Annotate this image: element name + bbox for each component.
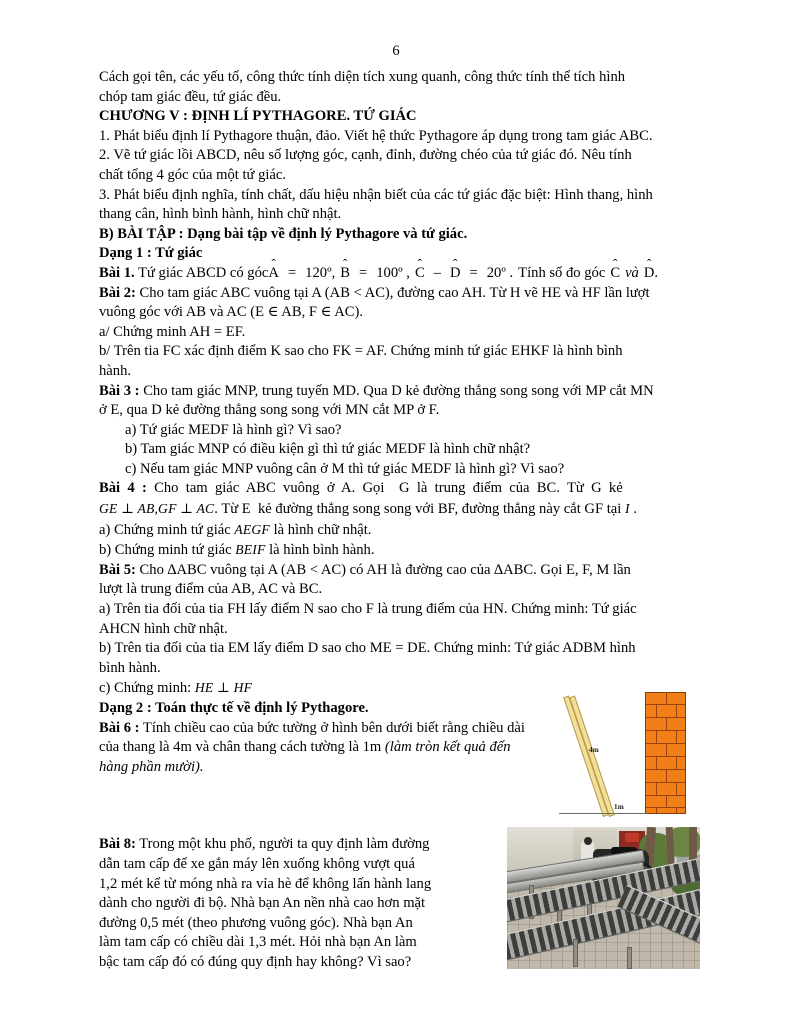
bai-6-italic-2: (làm tròn kết quả đến	[384, 739, 511, 756]
bai-8-line-4: dành cho người đi bộ. Nhà bạn An nền nhà cao hơn mặt	[99, 895, 426, 912]
bai-2-part-b-line-2: hành.	[99, 362, 132, 379]
angle-a: A	[268, 264, 279, 281]
requirement-item-3-line-2: thang cân, hình bình hành, hình chữ nhật.	[99, 206, 342, 223]
bai-8-text: Trong một khu phố, người ta quy định làm đường	[135, 836, 430, 853]
dang-1-heading: Dạng 1 : Tứ giác	[99, 245, 203, 262]
ladder-rail-right	[569, 696, 615, 817]
photo-person-head	[584, 837, 592, 845]
ladder-rail-left	[563, 696, 609, 817]
bai-5-part-a-line-2: AHCN hình chữ nhật.	[99, 620, 228, 637]
bai-8-line-3: 1,2 mét kể từ móng nhà ra vỉa hè để không lấn hành lang	[99, 875, 432, 892]
bai-1-eq-3: =	[469, 264, 478, 281]
photo-ramp-leg-4	[573, 939, 578, 967]
photo-red-sign-detail	[625, 833, 639, 842]
bai-4-math-2: I	[624, 501, 630, 517]
bai-8-line-6: làm tam cấp có chiều dài 1,3 mét. Hỏi nhà bạn An làm	[99, 934, 417, 951]
bai-1-label: Bài 1.	[99, 264, 135, 281]
requirement-item-2-line-2: chất tổng 4 góc của một tứ giác.	[99, 166, 287, 183]
requirement-item-1: 1. Phát biểu định lí Pythagore thuận, đảo. Viết hệ thức Pythagore áp dụng trong tam giác ABC.	[99, 127, 653, 144]
bai-1-val-1: 120º,	[305, 264, 336, 281]
angle-c-2: C	[610, 264, 621, 281]
dang-2-heading: Dạng 2 : Toán thực tế về định lý Pythagore.	[99, 700, 369, 716]
chapter-heading: CHƯƠNG V : ĐỊNH LÍ PYTHAGORE. TỨ GIÁC	[99, 108, 417, 125]
bai-2-part-b-line-1: b/ Trên tia FC xác định điểm K sao cho FK = AF. Chứng minh tứ giác EHKF là hình bình	[99, 343, 623, 360]
bai-1-minus: –	[433, 264, 441, 281]
bai-5-part-b-line-2: bình hành.	[99, 659, 161, 676]
requirement-item-3-line-1: 3. Phát biểu định nghĩa, tính chất, dấu hiệu nhận biết của các tứ giác đặc biệt: Hình thang, hình	[99, 186, 653, 203]
page-number: 6	[392, 43, 400, 59]
bai-5-text: Cho ∆ABC vuông tại A (AB < AC) có AH là đường cao của ∆ABC. Gọi E, F, M lần	[135, 561, 631, 578]
bai-1	[99, 264, 693, 284]
angle-d: D	[449, 264, 461, 281]
ladder-length-label: 4m	[589, 746, 599, 754]
bai-4-text: Cho tam giác ABC vuông ở A. Gọi G là trung điểm của BC. Từ G kẻ	[146, 480, 623, 497]
bai-6-line-3: hàng phần mười).	[99, 758, 204, 775]
bai-2-line-2: vuông góc với AB và AC (E ∈ AB, F ∈ AC).	[99, 304, 364, 321]
bai-2-part-a: a/ Chứng minh AH = EF.	[99, 323, 246, 340]
bai-1-va: và	[625, 264, 639, 281]
photo-ramp-leg-5	[627, 947, 632, 969]
bai-5-label: Bài 5:	[99, 561, 136, 578]
bai-1-text-2: Tính số đo góc	[518, 264, 606, 281]
bai-6-text: Tính chiều cao của bức tường ở hình bên dưới biết rằng chiều dài	[139, 719, 525, 736]
bai-6-label: Bài 6 :	[99, 719, 140, 736]
bai-3-label: Bài 3 :	[99, 382, 140, 399]
angle-b: B	[340, 264, 350, 281]
bai-8-line-1	[99, 835, 493, 855]
bai-4-part-b	[99, 540, 693, 561]
angle-d-2: D	[643, 264, 655, 281]
ground-line	[559, 813, 647, 814]
bai-4-text-2a: . Từ E kẻ đường thẳng song song với BF, đường thẳng này cắt GF tại	[214, 501, 625, 518]
bai-8-line-5: đường 0,5 mét (theo phương vuông góc). Nhà bạn An	[99, 914, 413, 931]
bai-4-line-1	[99, 479, 693, 499]
bai-6-text-2: của thang là 4m và chân thang cách tường là 1m	[99, 739, 385, 756]
bai-4-b-pre: b) Chứng minh tứ giác	[99, 542, 236, 559]
bai-5-part-a-line-1: a) Trên tia đối của tia FH lấy điểm N sao cho F là trung điểm của HN. Chứng minh: Tứ giác	[99, 601, 637, 618]
bai-1-eq-1: =	[287, 264, 297, 281]
bai-6-line-2	[99, 738, 531, 758]
bai-3-part-c: c) Nếu tam giác MNP vuông cân ở M thì tứ giác MEDF là hình gì? Vì sao?	[125, 460, 565, 477]
bai-5-line-2: lượt là trung điểm của AB, AC và BC.	[99, 581, 323, 598]
bai-4-a-pre: a) Chứng minh tứ giác	[99, 521, 235, 538]
bai-2-label: Bài 2:	[99, 284, 136, 301]
bai-2-text: Cho tam giác ABC vuông tại A (AB < AC), đường cao AH. Từ H vẽ HE và HF lần lượt	[135, 284, 650, 301]
section-b-heading: B) BÀI TẬP : Dạng bài tập về định lý Pythagore và tứ giác.	[99, 225, 468, 242]
bai-4-math-1: GE ⊥ AB,GF ⊥ AC	[99, 501, 215, 517]
bai-8-label: Bài 8:	[99, 836, 136, 853]
bai-4-line-2	[99, 499, 693, 520]
brick-wall	[645, 692, 686, 814]
bai-4-text-2b: .	[629, 501, 637, 518]
angle-c: C	[414, 264, 425, 281]
bai-3-part-a: a) Tứ giác MEDF là hình gì? Vì sao?	[125, 421, 342, 438]
bai-1-period: .	[654, 264, 659, 281]
bai-4-a-math: AEGF	[234, 521, 270, 537]
bai-1-val-3: 20º .	[486, 264, 514, 281]
motorcycle-ramp-photo	[507, 827, 700, 969]
intro-line-2: chóp tam giác đều, tứ giác đều.	[99, 88, 282, 105]
ladder-wall-diagram	[545, 686, 695, 820]
bai-4-b-post: là hình bình hành.	[265, 542, 375, 559]
bai-1-text-1: Tứ giác ABCD có góc	[134, 264, 269, 281]
bai-3-part-b: b) Tam giác MNP có điều kiện gì thì tứ giác MEDF là hình chữ nhật?	[125, 441, 531, 458]
bai-4-part-a	[99, 520, 693, 541]
bai-5-part-b-line-1: b) Trên tia đối của tia EM lấy điểm D sao cho ME = DE. Chứng minh: Tứ giác ADBM hình	[99, 640, 636, 657]
bai-1-eq-2: =	[358, 264, 368, 281]
bai-5-line-1	[99, 561, 693, 581]
bai-6-line-1	[99, 719, 531, 739]
bai-4-b-math: BEIF	[235, 542, 266, 558]
bai-4-label: Bài 4 :	[99, 480, 147, 497]
bai-2-line-1	[99, 284, 693, 304]
bai-1-val-2: 100º ,	[376, 264, 410, 281]
bai-8-line-2: dẫn tam cấp để xe gắn máy lên xuống không vượt quá	[99, 855, 415, 872]
bai-5-c-math: HE ⊥ HF	[194, 680, 253, 696]
bai-8-line-7: bậc tam cấp đó có đúng quy định hay không? Vì sao?	[99, 953, 412, 970]
bai-5-c-pre: c) Chứng minh:	[99, 680, 195, 697]
bai-3-line-1	[99, 382, 693, 402]
intro-line-1: Cách gọi tên, các yếu tố, công thức tính diện tích xung quanh, công thức tính thể tích hình	[99, 69, 626, 85]
bai-4-a-post: là hình chữ nhật.	[269, 521, 372, 538]
bai-3-line-2: ở E, qua D kẻ đường thẳng song song với MN cắt MP ở F.	[99, 402, 440, 419]
ladder-base-label: 1m	[614, 803, 624, 811]
requirement-item-2-line-1: 2. Vẽ tứ giác lồi ABCD, nêu số lượng góc, cạnh, đỉnh, đường chéo của tứ giác đó. Nêu tính	[99, 147, 632, 164]
bai-3-text: Cho tam giác MNP, trung tuyến MD. Qua D kẻ đường thẳng song song với MP cắt MN	[139, 382, 654, 399]
